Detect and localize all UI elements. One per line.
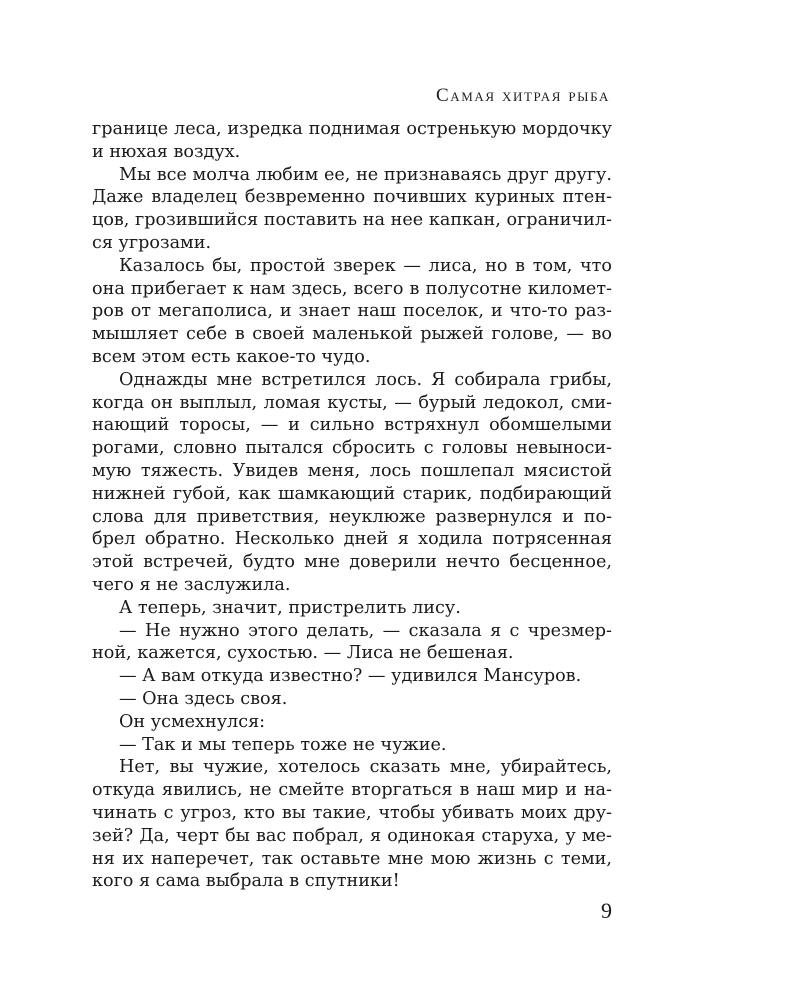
text-line: кого я сама выбрала в спутники!: [92, 871, 400, 892]
text-line: ня их наперечет, так оставьте мне мою жизнь с теми,: [92, 848, 612, 869]
text-line: всем этом есть какое-то чудо.: [92, 346, 371, 367]
text-line: слова для приветствия, неуклюже развернулся и по-: [92, 506, 612, 527]
text-line: мую тяжесть. Увидев меня, лось пошлепал мясистой: [92, 460, 612, 481]
text-line: — А вам откуда известно? — удивился Мансуров.: [119, 666, 582, 687]
paragraph: [92, 688, 612, 711]
text-line: нижней губой, как шамкающий старик, подбирающий: [92, 483, 612, 504]
text-line: мышляет себе в своей маленькой рыжей голове, — во: [92, 324, 612, 345]
text-line: она прибегает к нам здесь, всего в полусотне километ-: [92, 278, 612, 299]
text-line: ной, кажется, сухостью. — Лиса не бешеная.: [92, 643, 514, 664]
text-line: этой встречей, будто мне доверили нечто бесценное,: [92, 552, 612, 573]
paragraph: [92, 711, 612, 734]
paragraph: [92, 734, 612, 757]
paragraph: [92, 620, 612, 666]
paragraph: [92, 369, 612, 597]
text-line: — Она здесь своя.: [119, 688, 288, 709]
text-line: — Так и мы теперь тоже не чужие.: [119, 734, 447, 755]
text-line: Казалось бы, простой зверек — лиса, но в том, что: [119, 255, 612, 276]
running-head: Самая хитрая рыба: [436, 85, 610, 106]
text-line: брел обратно. Несколько дней я ходила потрясенная: [92, 529, 612, 550]
paragraph: [92, 665, 612, 688]
text-line: рогами, словно пытался сбросить с головы невыноси-: [92, 438, 612, 459]
text-line: цов, грозившийся поставить на нее капкан, ограничил-: [92, 210, 612, 231]
paragraph: [92, 756, 612, 893]
text-line: Однажды мне встретился лось. Я собирала грибы,: [119, 369, 612, 390]
text-line: чинать с угроз, кто вы такие, чтобы убивать моих дру-: [92, 802, 612, 823]
text-line: границе леса, изредка поднимая остренькую мордочку: [92, 119, 612, 139]
body-text: [92, 118, 612, 893]
paragraph: [92, 597, 612, 620]
text-line: Нет, вы чужие, хотелось сказать мне, убирайтесь,: [119, 757, 612, 778]
text-line: А теперь, значит, пристрелить лису.: [119, 597, 461, 618]
text-line: откуда явились, не смейте вторгаться в наш мир и на-: [92, 780, 612, 801]
text-line: Он усмехнулся:: [119, 711, 266, 732]
paragraph: [92, 118, 612, 164]
text-line: нающий торосы, — и сильно встряхнул обомшелыми: [92, 415, 612, 436]
paragraph: [92, 255, 612, 369]
text-line: ров от мегаполиса, и знает наш поселок, и что-то раз-: [92, 301, 612, 322]
text-line: — Не нужно этого делать, — сказала я с чрезмер-: [119, 620, 612, 641]
text-line: чего я не заслужила.: [92, 574, 291, 595]
text-line: Даже владелец безвременно почивших куриных птен-: [92, 187, 612, 208]
text-line: зей? Да, черт бы вас побрал, я одинокая старуха, у ме-: [92, 825, 612, 846]
text-line: и нюхая воздух.: [92, 141, 241, 162]
text-line: Мы все молча любим ее, не признаваясь друг другу.: [119, 164, 612, 185]
paragraph: [92, 164, 612, 255]
text-line: ся угрозами.: [92, 232, 212, 253]
text-line: когда он выплыл, ломая кусты, — бурый ледокол, сми-: [92, 392, 612, 413]
page-number: 9: [601, 898, 612, 923]
